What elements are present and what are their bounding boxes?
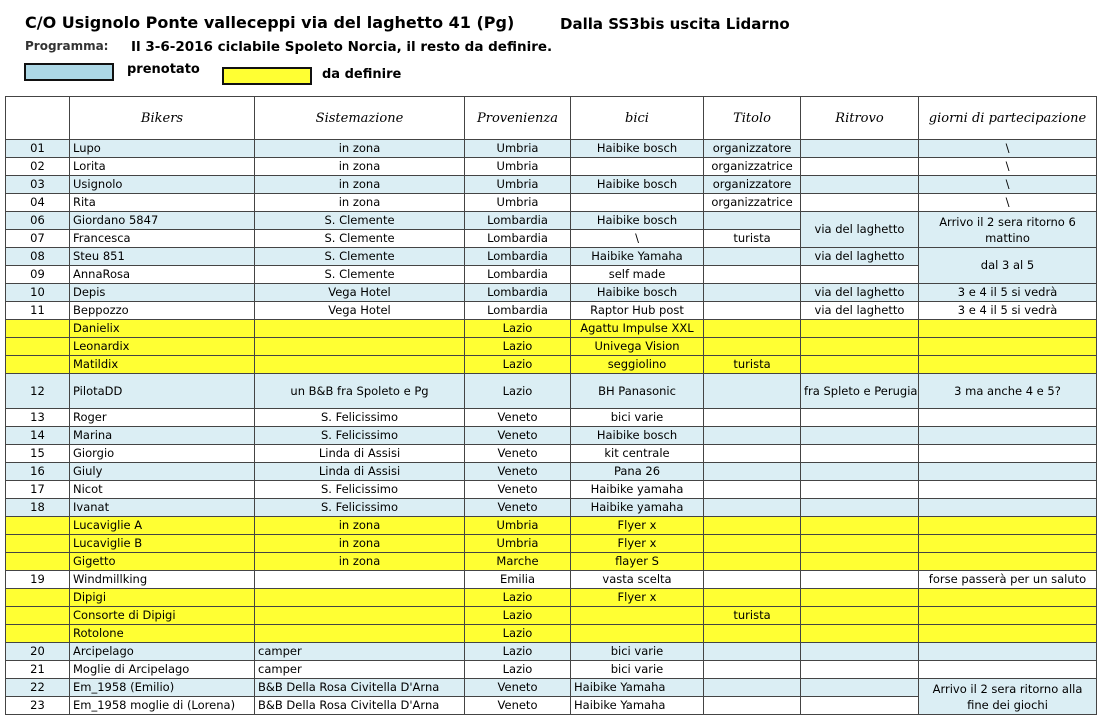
cell-biker: Lucaviglie B: [70, 535, 255, 553]
cell-number: [6, 356, 70, 374]
cell-biker: Giorgio: [70, 445, 255, 463]
cell-titolo: [704, 643, 801, 661]
cell-sistemazione: B&B Della Rosa Civitella D'Arna: [255, 679, 465, 697]
cell-bici: Univega Vision: [571, 338, 704, 356]
cell-titolo: organizzatore: [704, 140, 801, 158]
cell-sistemazione: Linda di Assisi: [255, 463, 465, 481]
cell-sistemazione: [255, 589, 465, 607]
cell-provenienza: Veneto: [465, 463, 571, 481]
cell-provenienza: Umbria: [465, 176, 571, 194]
cell-biker: Beppozzo: [70, 302, 255, 320]
cell-provenienza: Veneto: [465, 409, 571, 427]
cell-sistemazione: B&B Della Rosa Civitella D'Arna: [255, 697, 465, 715]
cell-sistemazione: S. Felicissimo: [255, 427, 465, 445]
cell-ritrovo: [801, 320, 919, 338]
cell-giorni: [919, 356, 1097, 374]
cell-provenienza: Lombardia: [465, 212, 571, 230]
cell-sistemazione: S. Clemente: [255, 230, 465, 248]
cell-number: 20: [6, 643, 70, 661]
cell-giorni: [919, 481, 1097, 499]
cell-number: 17: [6, 481, 70, 499]
cell-provenienza: Lombardia: [465, 266, 571, 284]
cell-giorni: Arrivo il 2 sera ritorno alla fine dei giochi: [919, 679, 1097, 715]
cell-bici: bici varie: [571, 643, 704, 661]
cell-biker: Lorita: [70, 158, 255, 176]
cell-titolo: [704, 320, 801, 338]
cell-ritrovo: [801, 140, 919, 158]
cell-ritrovo: [801, 643, 919, 661]
cell-number: 07: [6, 230, 70, 248]
cell-number: 03: [6, 176, 70, 194]
cell-bici: Haibike bosch: [571, 427, 704, 445]
cell-sistemazione: in zona: [255, 535, 465, 553]
table-row: [6, 463, 1097, 481]
cell-number: [6, 517, 70, 535]
cell-number: 15: [6, 445, 70, 463]
cell-giorni: [919, 517, 1097, 535]
cell-ritrovo: fra Spleto e Perugia: [801, 374, 919, 409]
cell-bici: Haibike Yamaha: [571, 697, 704, 715]
cell-bici: Flyer x: [571, 589, 704, 607]
cell-ritrovo: [801, 499, 919, 517]
table-row: [6, 374, 1097, 409]
program-text: Il 3-6-2016 ciclabile Spoleto Norcia, il resto da definire.: [131, 39, 553, 55]
cell-provenienza: Umbria: [465, 535, 571, 553]
cell-number: 08: [6, 248, 70, 266]
cell-provenienza: Lombardia: [465, 248, 571, 266]
cell-provenienza: Emilia: [465, 571, 571, 589]
cell-provenienza: Lazio: [465, 661, 571, 679]
cell-biker: Matildix: [70, 356, 255, 374]
bikers-table: [5, 96, 1097, 715]
cell-biker: Giuly: [70, 463, 255, 481]
cell-titolo: [704, 571, 801, 589]
cell-titolo: turista: [704, 607, 801, 625]
cell-provenienza: Veneto: [465, 445, 571, 463]
cell-bici: Haibike Yamaha: [571, 248, 704, 266]
cell-number: 10: [6, 284, 70, 302]
cell-number: 16: [6, 463, 70, 481]
cell-number: 19: [6, 571, 70, 589]
cell-bici: Haibike yamaha: [571, 499, 704, 517]
cell-number: 06: [6, 212, 70, 230]
cell-giorni: \: [919, 176, 1097, 194]
col-header-ritrovo: Ritrovo: [801, 97, 919, 140]
cell-provenienza: Umbria: [465, 517, 571, 535]
cell-titolo: [704, 697, 801, 715]
table-row: [6, 338, 1097, 356]
cell-titolo: [704, 409, 801, 427]
table-row: [6, 499, 1097, 517]
cell-ritrovo: [801, 553, 919, 571]
table-row: [6, 535, 1097, 553]
cell-titolo: [704, 625, 801, 643]
cell-sistemazione: S. Clemente: [255, 248, 465, 266]
cell-sistemazione: Linda di Assisi: [255, 445, 465, 463]
cell-giorni: [919, 535, 1097, 553]
cell-provenienza: Lazio: [465, 607, 571, 625]
cell-biker: PilotaDD: [70, 374, 255, 409]
cell-titolo: [704, 499, 801, 517]
cell-giorni: [919, 338, 1097, 356]
table-row: [6, 176, 1097, 194]
cell-provenienza: Umbria: [465, 140, 571, 158]
cell-provenienza: Umbria: [465, 158, 571, 176]
cell-bici: Agattu Impulse XXL: [571, 320, 704, 338]
cell-giorni: 3 ma anche 4 e 5?: [919, 374, 1097, 409]
cell-number: [6, 553, 70, 571]
directions-text: Dalla SS3bis uscita Lidarno: [560, 15, 790, 33]
cell-giorni: \: [919, 194, 1097, 212]
legend-swatch-booked: [24, 63, 114, 81]
cell-bici: flayer S: [571, 553, 704, 571]
cell-biker: Windmillking: [70, 571, 255, 589]
cell-provenienza: Lazio: [465, 625, 571, 643]
legend-label-tbd: da definire: [322, 67, 402, 82]
table-row: [6, 194, 1097, 212]
cell-ritrovo: [801, 338, 919, 356]
cell-ritrovo: [801, 409, 919, 427]
cell-giorni: [919, 409, 1097, 427]
cell-provenienza: Lazio: [465, 374, 571, 409]
program-label: Programma:: [25, 39, 109, 53]
cell-number: [6, 589, 70, 607]
cell-biker: AnnaRosa: [70, 266, 255, 284]
cell-biker: Usignolo: [70, 176, 255, 194]
cell-ritrovo: [801, 607, 919, 625]
cell-titolo: [704, 679, 801, 697]
cell-sistemazione: [255, 571, 465, 589]
legend-swatch-tbd: [222, 67, 312, 85]
cell-titolo: organizzatrice: [704, 194, 801, 212]
cell-biker: Ivanat: [70, 499, 255, 517]
table-row: [6, 517, 1097, 535]
cell-sistemazione: S. Felicissimo: [255, 409, 465, 427]
cell-bici: self made: [571, 266, 704, 284]
cell-giorni: [919, 320, 1097, 338]
cell-provenienza: Veneto: [465, 499, 571, 517]
cell-bici: [571, 194, 704, 212]
cell-bici: Raptor Hub post: [571, 302, 704, 320]
cell-ritrovo: [801, 661, 919, 679]
cell-sistemazione: in zona: [255, 517, 465, 535]
cell-sistemazione: S. Clemente: [255, 212, 465, 230]
cell-bici: Haibike bosch: [571, 140, 704, 158]
table-header-row: [6, 97, 1097, 140]
cell-ritrovo: [801, 481, 919, 499]
cell-bici: seggiolino: [571, 356, 704, 374]
cell-biker: Roger: [70, 409, 255, 427]
cell-titolo: organizzatore: [704, 176, 801, 194]
cell-bici: [571, 625, 704, 643]
cell-titolo: turista: [704, 230, 801, 248]
cell-number: 14: [6, 427, 70, 445]
cell-biker: Moglie di Arcipelago: [70, 661, 255, 679]
cell-titolo: [704, 589, 801, 607]
cell-ritrovo: via del laghetto: [801, 248, 919, 266]
cell-giorni: Arrivo il 2 sera ritorno 6 mattino: [919, 212, 1097, 248]
cell-giorni: [919, 643, 1097, 661]
cell-biker: Depis: [70, 284, 255, 302]
cell-biker: Steu 851: [70, 248, 255, 266]
table-row: [6, 643, 1097, 661]
table-row: [6, 248, 1097, 266]
cell-number: 04: [6, 194, 70, 212]
cell-ritrovo: [801, 427, 919, 445]
cell-number: 12: [6, 374, 70, 409]
cell-bici: Flyer x: [571, 535, 704, 553]
table-row: [6, 571, 1097, 589]
cell-provenienza: Lazio: [465, 338, 571, 356]
cell-bici: Haibike bosch: [571, 176, 704, 194]
cell-provenienza: Veneto: [465, 427, 571, 445]
cell-sistemazione: in zona: [255, 194, 465, 212]
cell-ritrovo: [801, 625, 919, 643]
cell-bici: vasta scelta: [571, 571, 704, 589]
table-row: [6, 284, 1097, 302]
cell-number: 02: [6, 158, 70, 176]
cell-biker: Em_1958 moglie di (Lorena): [70, 697, 255, 715]
cell-ritrovo: [801, 176, 919, 194]
cell-biker: Rita: [70, 194, 255, 212]
cell-titolo: [704, 553, 801, 571]
cell-provenienza: Umbria: [465, 194, 571, 212]
cell-sistemazione: un B&B fra Spoleto e Pg: [255, 374, 465, 409]
cell-provenienza: Lazio: [465, 356, 571, 374]
table-row: [6, 158, 1097, 176]
cell-biker: Rotolone: [70, 625, 255, 643]
cell-provenienza: Lombardia: [465, 284, 571, 302]
table-row: [6, 445, 1097, 463]
cell-bici: Haibike bosch: [571, 212, 704, 230]
cell-titolo: [704, 266, 801, 284]
cell-ritrovo: [801, 356, 919, 374]
cell-sistemazione: [255, 338, 465, 356]
cell-bici: [571, 158, 704, 176]
cell-bici: \: [571, 230, 704, 248]
cell-bici: Flyer x: [571, 517, 704, 535]
table-row: [6, 320, 1097, 338]
cell-titolo: turista: [704, 356, 801, 374]
cell-number: 23: [6, 697, 70, 715]
cell-number: 01: [6, 140, 70, 158]
cell-number: 18: [6, 499, 70, 517]
cell-sistemazione: camper: [255, 661, 465, 679]
cell-titolo: [704, 248, 801, 266]
table-row: [6, 607, 1097, 625]
cell-sistemazione: [255, 356, 465, 374]
cell-titolo: [704, 374, 801, 409]
cell-giorni: 3 e 4 il 5 si vedrà: [919, 302, 1097, 320]
table-row: [6, 356, 1097, 374]
cell-giorni: \: [919, 140, 1097, 158]
cell-sistemazione: Vega Hotel: [255, 302, 465, 320]
cell-biker: Em_1958 (Emilio): [70, 679, 255, 697]
cell-sistemazione: in zona: [255, 140, 465, 158]
cell-ritrovo: [801, 266, 919, 284]
cell-provenienza: Veneto: [465, 679, 571, 697]
table-row: [6, 589, 1097, 607]
cell-bici: Haibike bosch: [571, 284, 704, 302]
legend-label-booked: prenotato: [127, 62, 200, 77]
cell-titolo: [704, 212, 801, 230]
cell-bici: BH Panasonic: [571, 374, 704, 409]
cell-biker: Arcipelago: [70, 643, 255, 661]
cell-giorni: [919, 445, 1097, 463]
cell-sistemazione: [255, 320, 465, 338]
cell-titolo: [704, 463, 801, 481]
cell-ritrovo: [801, 445, 919, 463]
cell-number: [6, 320, 70, 338]
table-row: [6, 140, 1097, 158]
cell-provenienza: Lazio: [465, 320, 571, 338]
cell-biker: Dipigi: [70, 589, 255, 607]
cell-bici: bici varie: [571, 661, 704, 679]
cell-number: [6, 625, 70, 643]
table-row: [6, 679, 1097, 697]
cell-bici: Haibike yamaha: [571, 481, 704, 499]
cell-ritrovo: [801, 571, 919, 589]
table-row: [6, 553, 1097, 571]
col-header-provenienza: Provenienza: [465, 97, 571, 140]
cell-ritrovo: via del laghetto: [801, 302, 919, 320]
cell-giorni: 3 e 4 il 5 si vedrà: [919, 284, 1097, 302]
cell-titolo: [704, 535, 801, 553]
cell-provenienza: Lombardia: [465, 302, 571, 320]
cell-number: [6, 607, 70, 625]
cell-ritrovo: [801, 517, 919, 535]
cell-ritrovo: [801, 679, 919, 697]
cell-giorni: dal 3 al 5: [919, 248, 1097, 284]
cell-giorni: \: [919, 158, 1097, 176]
cell-giorni: forse passerà per un saluto: [919, 571, 1097, 589]
cell-sistemazione: in zona: [255, 176, 465, 194]
cell-bici: kit centrale: [571, 445, 704, 463]
cell-ritrovo: via del laghetto: [801, 284, 919, 302]
cell-giorni: [919, 427, 1097, 445]
cell-titolo: [704, 481, 801, 499]
col-header-sistemazione: Sistemazione: [255, 97, 465, 140]
table-row: [6, 427, 1097, 445]
cell-giorni: [919, 553, 1097, 571]
cell-number: 11: [6, 302, 70, 320]
cell-number: [6, 535, 70, 553]
cell-sistemazione: [255, 625, 465, 643]
col-header-bikers: Bikers: [70, 97, 255, 140]
col-header-titolo: Titolo: [704, 97, 801, 140]
cell-bici: bici varie: [571, 409, 704, 427]
col-header-bici: bici: [571, 97, 704, 140]
cell-biker: Consorte di Dipigi: [70, 607, 255, 625]
cell-giorni: [919, 607, 1097, 625]
table-row: [6, 661, 1097, 679]
cell-biker: Giordano 5847: [70, 212, 255, 230]
cell-provenienza: Veneto: [465, 697, 571, 715]
cell-biker: Danielix: [70, 320, 255, 338]
cell-sistemazione: S. Felicissimo: [255, 499, 465, 517]
cell-biker: Nicot: [70, 481, 255, 499]
cell-biker: Gigetto: [70, 553, 255, 571]
cell-titolo: [704, 445, 801, 463]
cell-number: [6, 338, 70, 356]
cell-giorni: [919, 661, 1097, 679]
cell-ritrovo: via del laghetto: [801, 212, 919, 248]
cell-sistemazione: in zona: [255, 553, 465, 571]
cell-number: 22: [6, 679, 70, 697]
cell-titolo: [704, 338, 801, 356]
cell-provenienza: Lazio: [465, 643, 571, 661]
cell-bici: Haibike Yamaha: [571, 679, 704, 697]
cell-ritrovo: [801, 535, 919, 553]
col-header-number: [6, 97, 70, 140]
cell-ritrovo: [801, 158, 919, 176]
table-row: [6, 625, 1097, 643]
cell-giorni: [919, 499, 1097, 517]
cell-sistemazione: S. Felicissimo: [255, 481, 465, 499]
cell-number: 13: [6, 409, 70, 427]
cell-provenienza: Lombardia: [465, 230, 571, 248]
cell-titolo: [704, 427, 801, 445]
cell-titolo: organizzatrice: [704, 158, 801, 176]
cell-ritrovo: [801, 697, 919, 715]
cell-sistemazione: in zona: [255, 158, 465, 176]
cell-bici: Pana 26: [571, 463, 704, 481]
cell-giorni: [919, 463, 1097, 481]
table-row: [6, 481, 1097, 499]
cell-sistemazione: S. Clemente: [255, 266, 465, 284]
cell-ritrovo: [801, 194, 919, 212]
table-row: [6, 302, 1097, 320]
cell-titolo: [704, 302, 801, 320]
page-title: C/O Usignolo Ponte valleceppi via del laghetto 41 (Pg): [25, 13, 515, 32]
cell-sistemazione: [255, 607, 465, 625]
cell-bici: [571, 607, 704, 625]
cell-biker: Marina: [70, 427, 255, 445]
cell-titolo: [704, 517, 801, 535]
table-row: [6, 212, 1097, 230]
cell-provenienza: Marche: [465, 553, 571, 571]
cell-biker: Lupo: [70, 140, 255, 158]
cell-provenienza: Lazio: [465, 589, 571, 607]
cell-number: 21: [6, 661, 70, 679]
cell-biker: Lucaviglie A: [70, 517, 255, 535]
cell-sistemazione: camper: [255, 643, 465, 661]
cell-provenienza: Veneto: [465, 481, 571, 499]
cell-number: 09: [6, 266, 70, 284]
table-row: [6, 409, 1097, 427]
cell-giorni: [919, 589, 1097, 607]
cell-sistemazione: Vega Hotel: [255, 284, 465, 302]
col-header-giorni: giorni di partecipazione: [919, 97, 1097, 140]
cell-biker: Francesca: [70, 230, 255, 248]
cell-ritrovo: [801, 589, 919, 607]
cell-titolo: [704, 661, 801, 679]
cell-ritrovo: [801, 463, 919, 481]
cell-giorni: [919, 625, 1097, 643]
cell-titolo: [704, 284, 801, 302]
cell-biker: Leonardix: [70, 338, 255, 356]
